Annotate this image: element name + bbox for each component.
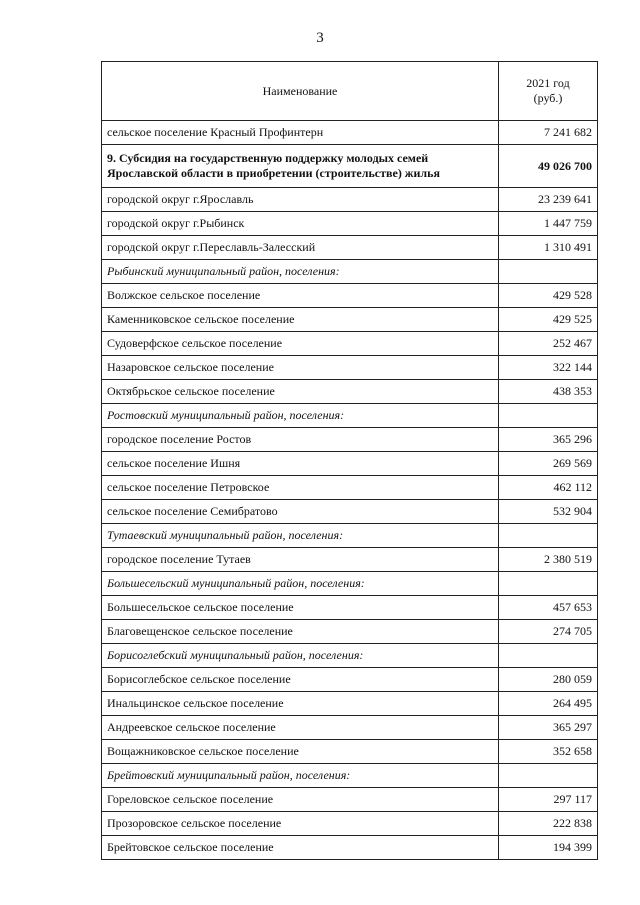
district-header-row (102, 404, 598, 428)
table-row (102, 812, 598, 836)
district-name-cell: Большесельский муниципальный район, поселения: (102, 572, 499, 596)
amount-cell: 264 495 (499, 692, 598, 716)
settlement-name-cell: сельское поселение Семибратово (102, 500, 499, 524)
page-number: 3 (316, 30, 324, 46)
settlement-name-cell: Судоверфское сельское поселение (102, 332, 499, 356)
settlement-name-cell: городское поселение Тутаев (102, 548, 499, 572)
table-row (102, 308, 598, 332)
amount-cell: 2 380 519 (499, 548, 598, 572)
district-header-row (102, 572, 598, 596)
table-row (102, 692, 598, 716)
amount-cell: 438 353 (499, 380, 598, 404)
table-row (102, 121, 598, 145)
district-name-cell: Ростовский муниципальный район, поселения: (102, 404, 499, 428)
settlement-name-cell: городской округ г.Ярославль (102, 188, 499, 212)
table-row (102, 500, 598, 524)
table-row (102, 668, 598, 692)
table-row (102, 620, 598, 644)
amount-cell: 352 658 (499, 740, 598, 764)
amount-cell: 322 144 (499, 356, 598, 380)
amount-cell: 274 705 (499, 620, 598, 644)
table-row (102, 188, 598, 212)
amount-cell: 297 117 (499, 788, 598, 812)
section-row (102, 145, 598, 188)
amount-cell: 23 239 641 (499, 188, 598, 212)
table-row (102, 836, 598, 860)
amount-cell: 429 528 (499, 284, 598, 308)
district-header-row (102, 524, 598, 548)
column-header-name: Наименование (102, 62, 499, 121)
settlement-name-cell: сельское поселение Красный Профинтерн (102, 121, 499, 145)
table-row (102, 716, 598, 740)
settlement-name-cell: сельское поселение Петровское (102, 476, 499, 500)
table-row (102, 452, 598, 476)
district-name-cell: Тутаевский муниципальный район, поселения: (102, 524, 499, 548)
table-row (102, 332, 598, 356)
amount-cell (499, 260, 598, 284)
settlement-name-cell: Волжское сельское поселение (102, 284, 499, 308)
table-row (102, 740, 598, 764)
amount-cell (499, 404, 598, 428)
amount-cell: 1 310 491 (499, 236, 598, 260)
amount-cell: 7 241 682 (499, 121, 598, 145)
table-body (102, 121, 598, 860)
district-header-row (102, 764, 598, 788)
amount-cell: 269 569 (499, 452, 598, 476)
settlement-name-cell: Вощажниковское сельское поселение (102, 740, 499, 764)
settlement-name-cell: Прозоровское сельское поселение (102, 812, 499, 836)
section-title-cell (102, 145, 499, 188)
district-name-cell: Борисоглебский муниципальный район, поселения: (102, 644, 499, 668)
table-row (102, 596, 598, 620)
amount-cell: 365 297 (499, 716, 598, 740)
table-header-row (102, 62, 598, 121)
settlement-name-cell: Андреевское сельское поселение (102, 716, 499, 740)
settlement-name-cell: Гореловское сельское поселение (102, 788, 499, 812)
column-header-year-label: 2021 год (526, 76, 570, 90)
table-row (102, 548, 598, 572)
settlement-name-cell: Каменниковское сельское поселение (102, 308, 499, 332)
amount-cell (499, 644, 598, 668)
settlement-name-cell: Благовещенское сельское поселение (102, 620, 499, 644)
district-header-row (102, 644, 598, 668)
settlement-name-cell: городской округ г.Рыбинск (102, 212, 499, 236)
amount-cell: 280 059 (499, 668, 598, 692)
amount-cell: 462 112 (499, 476, 598, 500)
amount-cell: 532 904 (499, 500, 598, 524)
settlement-name-cell: Большесельское сельское поселение (102, 596, 499, 620)
table-row (102, 236, 598, 260)
amount-cell: 457 653 (499, 596, 598, 620)
table-row (102, 380, 598, 404)
settlement-name-cell: сельское поселение Ишня (102, 452, 499, 476)
district-name-cell: Рыбинский муниципальный район, поселения: (102, 260, 499, 284)
settlement-name-cell: Назаровское сельское поселение (102, 356, 499, 380)
amount-cell: 194 399 (499, 836, 598, 860)
column-header-year-unit: (руб.) (533, 91, 563, 105)
amount-cell: 365 296 (499, 428, 598, 452)
settlement-name-cell: Борисоглебское сельское поселение (102, 668, 499, 692)
settlement-name-cell: городское поселение Ростов (102, 428, 499, 452)
district-header-row (102, 260, 598, 284)
amount-cell: 252 467 (499, 332, 598, 356)
table-row (102, 788, 598, 812)
amount-cell: 222 838 (499, 812, 598, 836)
settlement-name-cell: Инальцинское сельское поселение (102, 692, 499, 716)
table-row (102, 476, 598, 500)
settlement-name-cell: городской округ г.Переславль-Залесский (102, 236, 499, 260)
table-row (102, 356, 598, 380)
amount-cell: 49 026 700 (499, 145, 598, 188)
amount-cell (499, 524, 598, 548)
amount-cell: 429 525 (499, 308, 598, 332)
table-row (102, 428, 598, 452)
section-title-line: Ярославской области в приобретении (строительстве) жилья (107, 166, 440, 180)
district-name-cell: Брейтовский муниципальный район, поселения: (102, 764, 499, 788)
amount-cell (499, 764, 598, 788)
section-title-line: 9. Субсидия на государственную поддержку молодых семей (107, 151, 429, 165)
budget-table (101, 61, 598, 860)
amount-cell: 1 447 759 (499, 212, 598, 236)
settlement-name-cell: Брейтовское сельское поселение (102, 836, 499, 860)
column-header-year (499, 62, 598, 121)
table-row (102, 284, 598, 308)
amount-cell (499, 572, 598, 596)
table-row (102, 212, 598, 236)
settlement-name-cell: Октябрьское сельское поселение (102, 380, 499, 404)
